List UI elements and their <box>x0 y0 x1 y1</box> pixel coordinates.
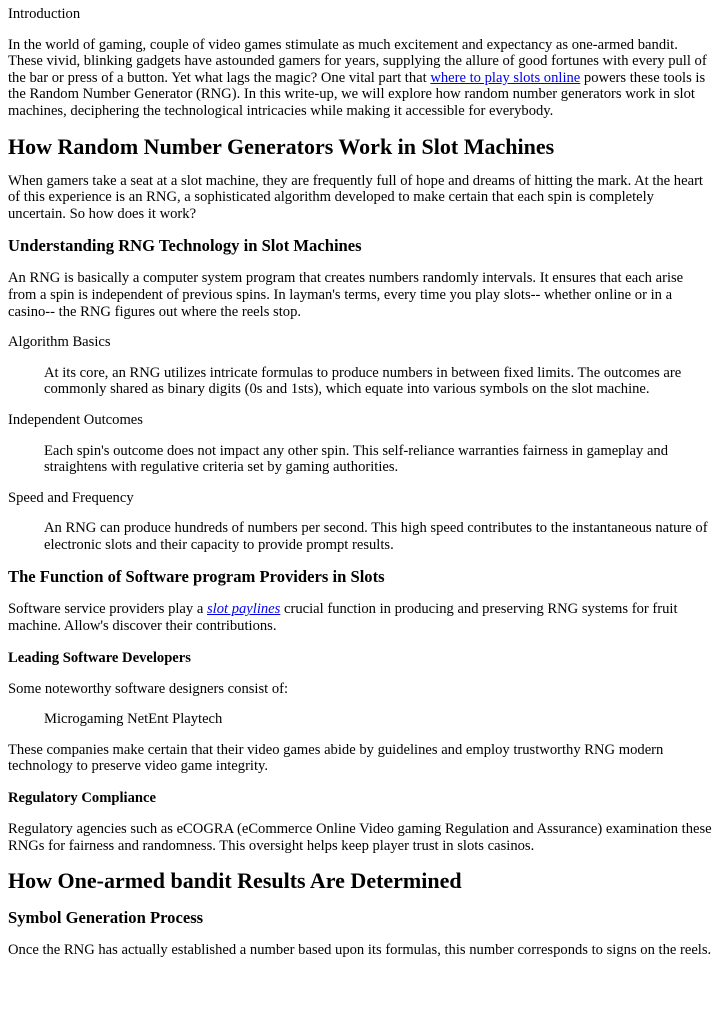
definition-term: Algorithm Basics <box>8 334 111 351</box>
symbol-generation-paragraph: Once the RNG has actually established a number based upon its formulas, this number corresponds to signs on the reels. <box>8 942 712 959</box>
intro-label: Introduction <box>8 6 81 22</box>
intro-paragraph <box>8 37 712 120</box>
subheading-symbol-generation: Symbol Generation Process <box>8 908 204 928</box>
where-to-play-slots-link[interactable]: where to play slots online <box>430 69 581 86</box>
section-heading-results: How One-armed bandit Results Are Determined <box>8 868 462 894</box>
slot-paylines-link[interactable]: slot paylines <box>206 601 281 618</box>
section-heading-rng: How Random Number Generators Work in Slot Machines <box>8 133 555 159</box>
rng-definition-list <box>8 334 712 553</box>
definition-term: Independent Outcomes <box>8 411 143 428</box>
subheading-rng-technology: Understanding RNG Technology in Slot Machines <box>8 236 362 256</box>
software-providers-paragraph <box>8 601 712 634</box>
subheading-regulatory-compliance: Regulatory Compliance <box>8 790 156 807</box>
regulatory-paragraph: Regulatory agencies such as eCOGRA (eCommerce Online Video gaming Regulation and Assurance) examination these RNGs for fairness and randomness. This oversight helps keep player trust in slots casinos. <box>8 821 712 854</box>
definition-description: An RNG can produce hundreds of numbers per second. This high speed contributes to the instantaneous nature of electronic slots and their capacity to provide prompt results. <box>44 520 708 553</box>
definition-description: At its core, an RNG utilizes intricate formulas to produce numbers in between fixed limits. The outcomes are commonly shared as binary digits (0s and 1sts), which equate into various symbols on the slot machine. <box>44 364 682 398</box>
developers-intro: Some noteworthy software designers consist of: <box>8 680 289 697</box>
definition-term: Speed and Frequency <box>8 489 134 506</box>
section-rng-paragraph: When gamers take a seat at a slot machine, they are frequently full of hope and dreams of hitting the mark. At the heart of this experience is an RNG, a sophisticated algorithm developed to make certain that each spin is completely uncertain. So how does it work? <box>8 172 703 222</box>
subheading-software-providers: The Function of Software program Providers in Slots <box>8 567 385 587</box>
developers-list: Microgaming NetEnt Playtech <box>44 711 223 728</box>
providers-text-end: crucial function in producing and preserving RNG systems for fruit machine. Allow's discover their contributions. <box>8 601 678 635</box>
rng-technology-paragraph: An RNG is basically a computer system program that creates numbers randomly intervals. It ensures that each arise from a spin is independent of previous spins. In layman's terms, every time you play slots-- whether online or in a casino-- the RNG figures out where the reels stop. <box>8 270 684 320</box>
intro-text-start: In the world of gaming, couple of video games stimulate as much excitement and expectancy as one-armed bandit. These vivid, blinking gadgets have astounded gamers for years, supplying the allure of good fortunes with every pull of the bar or press of a button. Yet what lags the magic? One vital part that <box>8 36 707 86</box>
developers-outro: These companies make certain that their video games abide by guidelines and employ trustworthy RNG modern technology to preserve video game integrity. <box>8 741 664 775</box>
providers-text-start: Software service providers play a <box>8 601 207 618</box>
definition-description: Each spin's outcome does not impact any other spin. This self-reliance warranties fairness in gameplay and straightens with regulative criteria set by gaming authorities. <box>44 442 669 476</box>
intro-text-end: powers these tools is the Random Number Generator (RNG). In this write-up, we will explore how random number generators work in slot machines, deciphering the technological intricacies while making it accessible for everybody. <box>8 69 706 119</box>
subheading-leading-developers: Leading Software Developers <box>8 649 191 666</box>
